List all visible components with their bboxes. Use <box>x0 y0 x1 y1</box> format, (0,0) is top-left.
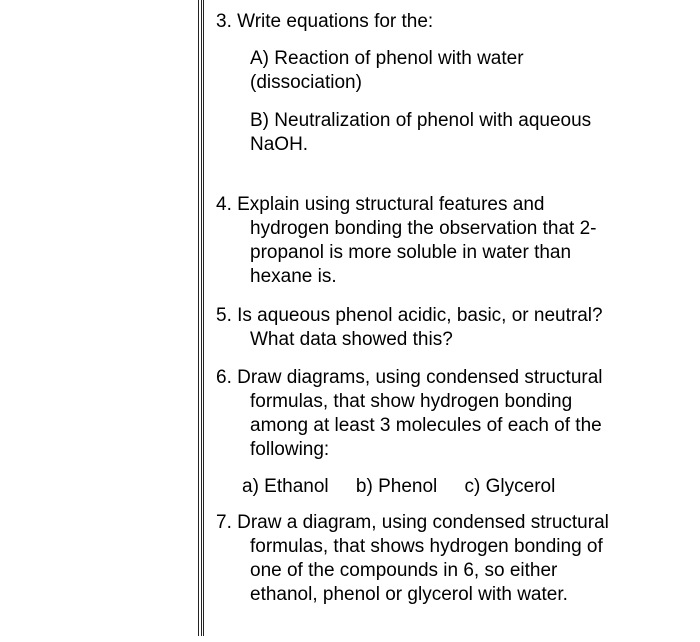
question-3-part-a: A) Reaction of phenol with water (dissociation) <box>250 48 524 93</box>
question-5: 5. Is aqueous phenol acidic, basic, or neutral? What data showed this? <box>216 305 603 350</box>
question-6: 6. Draw diagrams, using condensed structural formulas, that show hydrogen bonding among at least 3 molecules of each of the following: <box>216 367 603 460</box>
option-phenol: b) Phenol <box>355 476 438 497</box>
question-3-part-b: B) Neutralization of phenol with aqueous NaOH. <box>250 110 592 155</box>
question-6-options <box>242 475 555 499</box>
option-ethanol: a) Ethanol <box>242 476 329 497</box>
margin-rule-middle <box>201 0 202 636</box>
margin-rule-left <box>198 0 199 636</box>
question-4: 4. Explain using structural features and hydrogen bonding the observation that 2- propanol is more soluble in water than hexane is. <box>216 194 597 287</box>
option-glycerol: c) Glycerol <box>464 476 556 497</box>
margin-rule-right <box>203 0 204 636</box>
question-3: 3. Write equations for the: <box>216 11 434 32</box>
question-7: 7. Draw a diagram, using condensed structural formulas, that shows hydrogen bonding of one of the compounds in 6, so either ethanol, phenol or glycerol with water. <box>216 512 609 605</box>
